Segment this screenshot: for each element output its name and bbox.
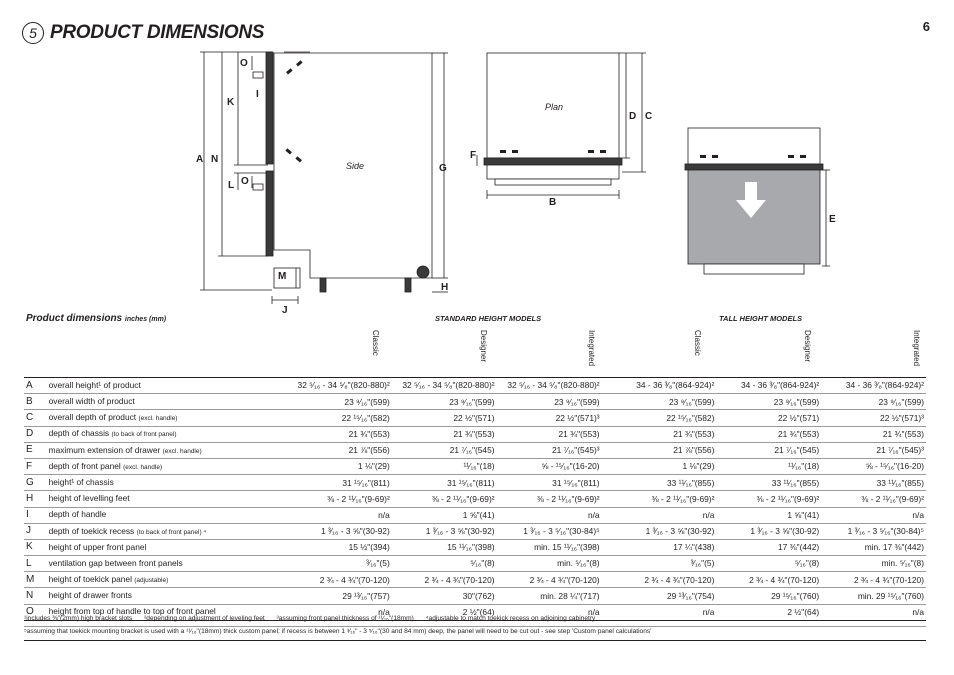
row-key: G bbox=[24, 475, 47, 491]
cell-value: min. 17 ⅜"(442) bbox=[821, 539, 926, 555]
row-description bbox=[47, 588, 287, 604]
row-note: (excl. handle) bbox=[162, 447, 202, 455]
label-N: N bbox=[211, 154, 219, 165]
cell-value: 29 ¹³⁄₁₆"(754) bbox=[612, 588, 717, 604]
cell-value: 29 ¹³⁄₁₆"(757) bbox=[287, 588, 392, 604]
label-E: E bbox=[829, 214, 836, 225]
cell-value: 17 ¼"(438) bbox=[612, 539, 717, 555]
row-description-text: height of levelling feet bbox=[48, 493, 130, 504]
cell-value: 23 ⁹⁄₁₆"(599) bbox=[612, 394, 717, 410]
cell-value: 29 ¹⁵⁄₁₆"(760) bbox=[716, 588, 821, 604]
label-I: I bbox=[256, 89, 259, 100]
column-header bbox=[692, 330, 706, 378]
cell-value: 21 ¾"(553) bbox=[821, 426, 926, 442]
cell-value: 22 ½"(571)³ bbox=[821, 410, 926, 426]
row-key: F bbox=[24, 458, 47, 474]
dimension-diagrams bbox=[0, 0, 954, 320]
cell-value: 1 ⅛"(29) bbox=[287, 458, 392, 474]
cell-value: 23 ⁹⁄₁₆"(599) bbox=[392, 394, 497, 410]
cell-value: 34 - 36 ³⁄₈"(864-924)² bbox=[821, 378, 926, 394]
column-header-text: Designer bbox=[479, 330, 488, 363]
row-note: (to back of front panel) bbox=[111, 431, 177, 439]
row-description-text: overall height¹ of product bbox=[48, 379, 141, 390]
label-O-upper: O bbox=[240, 58, 248, 69]
side-view-label: Side bbox=[346, 161, 365, 171]
table-row bbox=[24, 458, 926, 474]
cell-value: ⅜ - 2 ¹¹⁄₁₆"(9-69)² bbox=[497, 491, 612, 507]
table-row bbox=[24, 539, 926, 555]
cell-value: 23 ⁹⁄₁₆"(599) bbox=[821, 394, 926, 410]
cell-value: n/a bbox=[821, 507, 926, 523]
side-view-diagram bbox=[200, 52, 448, 304]
cell-value: 2 ¾ - 4 ¾"(70-120) bbox=[612, 572, 717, 588]
label-B: B bbox=[549, 197, 557, 208]
cell-value: 22 ½"(571) bbox=[716, 410, 821, 426]
cell-value: 1 ³⁄₁₆ - 3 ⁵⁄₁₆"(30-84)⁵ bbox=[497, 523, 612, 539]
cell-value: 1 ⅝"(41) bbox=[716, 507, 821, 523]
cell-value: ⅝ - ¹⁵⁄₁₆"(16-20) bbox=[497, 458, 612, 474]
row-key: C bbox=[24, 410, 47, 426]
cell-value: ⁵⁄₁₆"(8) bbox=[716, 556, 821, 572]
row-key: N bbox=[24, 588, 47, 604]
row-description bbox=[47, 475, 287, 491]
table-row bbox=[24, 475, 926, 491]
row-key: L bbox=[24, 556, 47, 572]
row-description bbox=[47, 491, 287, 507]
table-row bbox=[24, 507, 926, 523]
cell-value: 15 ½"(394) bbox=[287, 539, 392, 555]
label-J: J bbox=[282, 305, 288, 316]
table-header bbox=[24, 312, 926, 378]
cell-value: 1 ⅛"(29) bbox=[612, 458, 717, 474]
row-description bbox=[47, 539, 287, 555]
cell-value: ¹¹⁄₁₆"(18) bbox=[716, 458, 821, 474]
column-header bbox=[911, 330, 925, 378]
cell-value: 2 ¾ - 4 ¾"(70-120) bbox=[497, 572, 612, 588]
dimensions-table bbox=[24, 377, 926, 621]
row-note: (adjustable) bbox=[134, 577, 169, 585]
table-row bbox=[24, 491, 926, 507]
row-description-text: overall width of product bbox=[48, 396, 135, 407]
cell-value: n/a bbox=[287, 604, 392, 620]
cell-value: 22 ½"(571)³ bbox=[497, 410, 612, 426]
column-header-text: Designer bbox=[803, 330, 812, 363]
row-key: D bbox=[24, 426, 47, 442]
footnote: ³assuming front panel thickness of ¹¹⁄₁₆"(18mm) bbox=[276, 615, 414, 622]
cell-value: 21 ⁷⁄₁₆"(545)³ bbox=[821, 442, 926, 458]
plan-view-label: Plan bbox=[545, 102, 564, 112]
cell-value: 21 ⁷⁄₁₆"(545)³ bbox=[497, 442, 612, 458]
cell-value: ¹¹⁄₁₆"(18) bbox=[392, 458, 497, 474]
row-description bbox=[47, 523, 287, 539]
label-K: K bbox=[227, 97, 235, 108]
cell-value: min. ⁵⁄₁₆"(8) bbox=[821, 556, 926, 572]
row-description bbox=[47, 556, 287, 572]
table-row bbox=[24, 410, 926, 426]
row-description-text: depth of toekick recess bbox=[48, 525, 135, 536]
row-description bbox=[47, 458, 287, 474]
label-C: C bbox=[645, 111, 653, 122]
cell-value: 23 ⁹⁄₁₆"(599) bbox=[716, 394, 821, 410]
row-note: (to back of front panel) ⁴ bbox=[136, 528, 207, 536]
cell-value: ⅜ - 2 ¹¹⁄₁₆"(9-69)² bbox=[612, 491, 717, 507]
footnote: ¹includes ⅜"(2mm) high bracket slots bbox=[24, 615, 133, 622]
table-row bbox=[24, 572, 926, 588]
row-description bbox=[47, 426, 287, 442]
label-D: D bbox=[629, 111, 637, 122]
cell-value: 2 ¾ - 4 ¾"(70-120) bbox=[287, 572, 392, 588]
row-key: H bbox=[24, 491, 47, 507]
section-number-badge: 5 bbox=[22, 22, 44, 44]
page-number: 6 bbox=[922, 19, 930, 34]
table-row bbox=[24, 588, 926, 604]
table-row bbox=[24, 426, 926, 442]
cell-value: 32 ⁵⁄₁₆ - 34 ⁵⁄₈"(820-880)² bbox=[287, 378, 392, 394]
row-key: M bbox=[24, 572, 47, 588]
cell-value: 22 ½"(571) bbox=[392, 410, 497, 426]
cell-value: ⅜ - 2 ¹¹⁄₁₆"(9-69)² bbox=[392, 491, 497, 507]
row-note: (excl. handle) bbox=[123, 463, 163, 471]
cell-value: n/a bbox=[612, 507, 717, 523]
cell-value: 21 ⁷⁄₁₆"(545) bbox=[716, 442, 821, 458]
cell-value: 31 ¹⁵⁄₁₆"(811) bbox=[287, 475, 392, 491]
column-header bbox=[802, 330, 816, 378]
cell-value: ⅜ - 2 ¹¹⁄₁₆"(9-69)² bbox=[821, 491, 926, 507]
cell-value: 23 ⁹⁄₁₆"(599) bbox=[497, 394, 612, 410]
cell-value: 1 ³⁄₁₆ - 3 ⅝"(30-92) bbox=[716, 523, 821, 539]
cell-value: ⅜ - 2 ¹¹⁄₁₆"(9-69)² bbox=[287, 491, 392, 507]
cell-value: n/a bbox=[497, 604, 612, 620]
row-description bbox=[47, 394, 287, 410]
cell-value: 21 ⅞"(556) bbox=[612, 442, 717, 458]
cell-value: 31 ¹⁵⁄₁₆"(811) bbox=[392, 475, 497, 491]
row-key: A bbox=[24, 378, 47, 394]
cell-value: min. 15 ¹¹⁄₁₆"(398) bbox=[497, 539, 612, 555]
footnotes-line-2: ⁵assuming that toekick mounting bracket is used with a ¹¹⁄₁₆"(18mm) thick custom panel; if recess is between 1 ³⁄₁₆" - 3 ⁵⁄₁₆"(30 and 84 mm) deep, the panel will need to be cut out - see step 'Custom panel calculations' bbox=[24, 628, 926, 641]
cell-value: 31 ¹⁵⁄₁₆"(811) bbox=[497, 475, 612, 491]
cell-value: 15 ¹¹⁄₁₆"(398) bbox=[392, 539, 497, 555]
page-title: PRODUCT DIMENSIONS bbox=[50, 22, 265, 43]
cell-value: 2 ¾ - 4 ¾"(70-120) bbox=[716, 572, 821, 588]
cell-value: n/a bbox=[497, 507, 612, 523]
cell-value: 21 ¾"(553) bbox=[287, 426, 392, 442]
label-O-lower: O bbox=[241, 176, 249, 187]
row-description bbox=[47, 507, 287, 523]
row-key: J bbox=[24, 523, 47, 539]
cell-value: 2 ½"(64) bbox=[716, 604, 821, 620]
row-description-text: depth of front panel bbox=[48, 460, 121, 471]
table-row bbox=[24, 556, 926, 572]
cell-value: min. 29 ¹⁵⁄₁₆"(760) bbox=[821, 588, 926, 604]
label-A: A bbox=[196, 154, 204, 165]
row-description-text: depth of handle bbox=[48, 509, 107, 520]
row-key: E bbox=[24, 442, 47, 458]
cell-value: 1 ³⁄₁₆ - 3 ⅝"(30-92) bbox=[287, 523, 392, 539]
table-row bbox=[24, 523, 926, 539]
group-tall-height: TALL HEIGHT MODELS bbox=[719, 314, 803, 323]
table-units: inches (mm) bbox=[124, 316, 167, 323]
cell-value: 21 ¾"(553) bbox=[716, 426, 821, 442]
footnote: ⁴adjustable to match toekick recess on adjoining cabinetry bbox=[425, 615, 596, 622]
cell-value: 33 ¹¹⁄₁₆"(855) bbox=[716, 475, 821, 491]
cell-value: 1 ³⁄₁₆ - 3 ⅝"(30-92) bbox=[392, 523, 497, 539]
table-row bbox=[24, 378, 926, 394]
cell-value: n/a bbox=[287, 507, 392, 523]
footnote: ²depending on adjustment of leveling feet bbox=[144, 615, 265, 622]
cell-value: min. ⁵⁄₁₆"(8) bbox=[497, 556, 612, 572]
cell-value: 1 ⅝"(41) bbox=[392, 507, 497, 523]
cell-value: 32 ⁵⁄₁₆ - 34 ⁵⁄₈"(820-880)² bbox=[392, 378, 497, 394]
table-title-text: Product dimensions bbox=[26, 313, 123, 324]
cell-value: 33 ¹¹⁄₁₆"(855) bbox=[821, 475, 926, 491]
cell-value: ³⁄₁₆"(5) bbox=[612, 556, 717, 572]
cell-value: ⅝ - ¹⁵⁄₁₆"(16-20) bbox=[821, 458, 926, 474]
row-key: B bbox=[24, 394, 47, 410]
row-description-text: ventilation gap between front panels bbox=[48, 557, 183, 568]
cell-value: 2 ½"(64) bbox=[392, 604, 497, 620]
cell-value: 22 ¹⁵⁄₁₆"(582) bbox=[612, 410, 717, 426]
row-description-text: height of drawer fronts bbox=[48, 590, 132, 601]
cell-value: 1 ³⁄₁₆ - 3 ⅝"(30-92) bbox=[612, 523, 717, 539]
column-header bbox=[586, 330, 600, 378]
cell-value: 21 ¾"(553) bbox=[497, 426, 612, 442]
cell-value: 30"(762) bbox=[392, 588, 497, 604]
plan-view-diagram bbox=[477, 53, 646, 199]
table-title bbox=[26, 313, 166, 324]
cell-value: 17 ⅜"(442) bbox=[716, 539, 821, 555]
cell-value: 2 ¾ - 4 ¾"(70-120) bbox=[821, 572, 926, 588]
cell-value: 34 - 36 ³⁄₈"(864-924)² bbox=[612, 378, 717, 394]
column-header bbox=[370, 330, 384, 378]
row-description-text: maximum extension of drawer bbox=[48, 444, 161, 455]
cell-value: 21 ⅞"(556) bbox=[287, 442, 392, 458]
row-note: (excl. handle) bbox=[138, 415, 178, 423]
cell-value: n/a bbox=[612, 604, 717, 620]
row-description bbox=[47, 442, 287, 458]
cell-value: n/a bbox=[821, 604, 926, 620]
row-description bbox=[47, 410, 287, 426]
cell-value: 21 ¾"(553) bbox=[392, 426, 497, 442]
cell-value: 33 ¹¹⁄₁₆"(855) bbox=[612, 475, 717, 491]
cell-value: 22 ¹⁵⁄₁₆"(582) bbox=[287, 410, 392, 426]
cell-value: ⁵⁄₁₆"(8) bbox=[392, 556, 497, 572]
row-description-text: height of toekick panel bbox=[48, 574, 132, 585]
cell-value: 1 ³⁄₁₆ - 3 ⁵⁄₁₆"(30-84)⁵ bbox=[821, 523, 926, 539]
table-row bbox=[24, 394, 926, 410]
column-header-text: Integrated bbox=[587, 330, 596, 367]
label-L: L bbox=[228, 180, 235, 191]
row-description-text: overall depth of product bbox=[48, 412, 137, 423]
row-description-text: height from top of handle to top of front panel bbox=[48, 606, 216, 617]
column-header-text: Classic bbox=[371, 330, 380, 356]
row-description bbox=[47, 378, 287, 394]
column-header-text: Integrated bbox=[912, 330, 921, 367]
label-M: M bbox=[278, 271, 287, 282]
row-description-text: height of upper front panel bbox=[48, 541, 147, 552]
row-key: O bbox=[24, 604, 47, 620]
row-description-text: depth of chassis bbox=[48, 428, 110, 439]
cell-value: 21 ¾"(553) bbox=[612, 426, 717, 442]
label-F: F bbox=[470, 150, 477, 161]
cell-value: 23 ⁹⁄₁₆"(599) bbox=[287, 394, 392, 410]
column-header bbox=[478, 330, 492, 378]
label-G: G bbox=[439, 163, 447, 174]
cell-value: ³⁄₁₆"(5) bbox=[287, 556, 392, 572]
cell-value: ⅜ - 2 ¹¹⁄₁₆"(9-69)² bbox=[716, 491, 821, 507]
cell-value: min. 28 ¼"(717) bbox=[497, 588, 612, 604]
row-key: I bbox=[24, 507, 47, 523]
label-H: H bbox=[441, 282, 449, 293]
cell-value: 2 ¾ - 4 ¾"(70-120) bbox=[392, 572, 497, 588]
row-description bbox=[47, 572, 287, 588]
row-key: K bbox=[24, 539, 47, 555]
footnotes-line-1 bbox=[24, 615, 926, 627]
cell-value: 34 - 36 ³⁄₈"(864-924)² bbox=[716, 378, 821, 394]
group-standard-height: STANDARD HEIGHT MODELS bbox=[435, 314, 542, 323]
column-header-text: Classic bbox=[693, 330, 702, 356]
table-row bbox=[24, 442, 926, 458]
row-description-text: height¹ of chassis bbox=[48, 476, 114, 487]
cell-value: 21 ⁷⁄₁₆"(545) bbox=[392, 442, 497, 458]
cell-value: 32 ⁵⁄₁₆ - 34 ⁵⁄₈"(820-880)² bbox=[497, 378, 612, 394]
